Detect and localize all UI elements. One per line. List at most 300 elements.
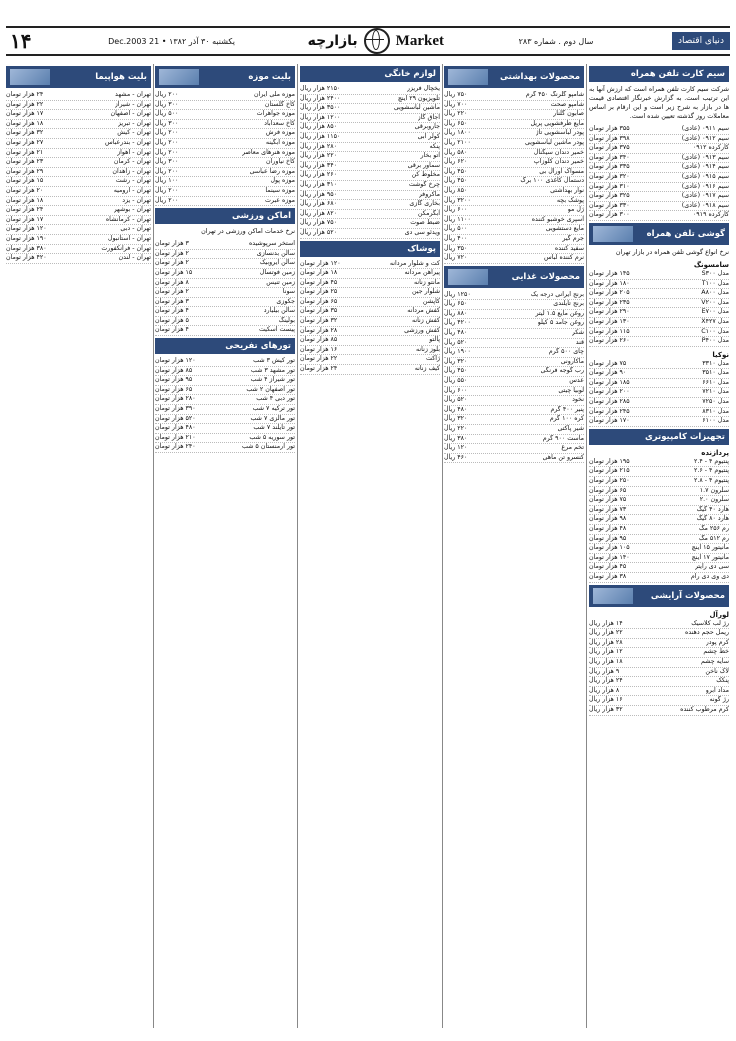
item-price: ۳۸۰ هزار تومان (6, 244, 47, 252)
item-price: ۲۴۰ هزار تومان (155, 443, 196, 451)
price-row (155, 434, 295, 444)
price-row (589, 648, 729, 658)
price-row (300, 288, 440, 298)
price-list-sport (155, 240, 295, 336)
item-name: تور کیش ۳ شب (253, 357, 295, 365)
item-name: تور تایلند ۷ شب (253, 424, 295, 432)
item-price: ۷۲۰ ریال (444, 254, 468, 262)
item-price: ۱۱۰۰ ریال (444, 215, 471, 223)
item-name: مدل C۱۰۰ (701, 327, 729, 335)
price-row (444, 129, 584, 139)
price-row (155, 197, 295, 207)
item-price: ۳۱۰ هزار ریال (300, 180, 338, 188)
item-name: جکوزی (276, 297, 295, 305)
item-name: سلرون ۱.۷ (699, 486, 729, 494)
item-price: ۳۳۵ هزار تومان (589, 163, 630, 171)
item-price: ۲ هزار تومان (155, 259, 189, 267)
item-price: ۶۰۰ ریال (444, 206, 468, 214)
item-name: مدل X۴۲۷ (701, 317, 729, 325)
item-name: کت و شلوار مردانه (389, 259, 440, 267)
price-row (589, 573, 729, 583)
section-masthead (308, 28, 444, 54)
price-row (6, 120, 151, 130)
item-price: ۳۱۰ هزار تومان (589, 182, 630, 190)
price-row (444, 177, 584, 187)
price-row (6, 158, 151, 168)
item-price: ۲۴ هزار تومان (6, 206, 44, 214)
item-price: ۳۲ هزار تومان (300, 317, 338, 325)
item-name: کرم مرطوب کننده (680, 705, 729, 713)
item-price: ۳ هزار تومان (155, 240, 189, 248)
item-name: رم ۵۱۲ مگ (698, 534, 729, 542)
item-name: تهران - زاهدان (112, 167, 151, 175)
price-row (444, 139, 584, 149)
item-price: ۲۸ هزار تومان (300, 326, 338, 334)
item-price: ۱۴۵ هزار تومان (589, 269, 630, 277)
item-price: ۵۲۰ ریال (444, 396, 468, 404)
price-row (589, 417, 729, 427)
item-price: ۱۷ هزار تومان (6, 110, 44, 118)
section-head-tours (155, 338, 295, 354)
price-row (300, 317, 440, 327)
item-name: موزه آبگینه (265, 138, 295, 146)
item-name: مدل ۸۳۱۰ (702, 407, 729, 415)
item-price: ۵ هزار تومان (155, 316, 189, 324)
item-name: تهران - مشهد (115, 91, 151, 98)
item-price: ۱۵ هزار تومان (155, 268, 193, 276)
price-row (6, 216, 151, 226)
price-row (300, 162, 440, 172)
item-name: سلرون ۲.۰ (699, 496, 729, 504)
item-name: موزه ملی ایران (253, 91, 295, 98)
item-price: ۱۷ هزار تومان (6, 215, 44, 223)
price-row (444, 91, 584, 101)
item-name: موزه سینما (265, 186, 295, 194)
item-price: ۳۲۰ هزار تومان (589, 172, 630, 180)
item-price: ۲۴ هزار تومان (300, 365, 338, 373)
price-row (444, 245, 584, 255)
item-name: تهران - بندرعباس (104, 138, 151, 146)
item-name: شیر پاکتی (557, 425, 584, 432)
price-row (444, 367, 584, 377)
item-name: مدل ۶۶۱۰ (702, 378, 729, 386)
item-name: چای ۵۰۰ گرم (548, 348, 584, 356)
item-name: پیست اسکیت (258, 326, 295, 334)
item-price: ۵۲۰ ریال (444, 338, 468, 346)
price-row (300, 229, 440, 239)
item-price: ۲۴۵ هزار تومان (589, 407, 630, 415)
item-price: ۲۰۰ هزار تومان (589, 388, 630, 396)
section-head-household (300, 66, 440, 82)
section-head-cosmetic (589, 585, 729, 607)
item-price: ۸۸۰ ریال (444, 309, 468, 317)
price-row (589, 506, 729, 516)
column-divider (153, 64, 154, 1028)
item-price: ۷۵ هزار تومان (589, 359, 627, 367)
section-intro: نرخ انواع گوشی تلفن همراه در بازار تهران (615, 247, 729, 256)
item-price: ۳۵۰ ریال (444, 244, 468, 252)
item-name: رب گوجه فرنگی (540, 367, 584, 375)
price-row (444, 310, 584, 320)
price-row (300, 269, 440, 279)
item-name: ماست ۹۰۰ گرم (542, 434, 584, 442)
item-name: کفش زنانه (411, 317, 440, 325)
item-name: پنکه (429, 142, 440, 150)
price-row (300, 171, 440, 181)
item-price: ۲۶۰ هزار ریال (300, 171, 338, 179)
price-list-household (300, 85, 440, 239)
price-row (444, 444, 584, 454)
item-price: ۲۴ هزار تومان (6, 91, 44, 98)
cosmetics-photo (593, 588, 633, 604)
section-title: محصولات بهداشتی (500, 72, 580, 82)
price-row (589, 308, 729, 318)
item-price: ۵۲۰ هزار تومان (155, 414, 196, 422)
item-price: ۱۸ هزار تومان (300, 269, 338, 277)
price-row (589, 280, 729, 290)
price-row (155, 405, 295, 415)
price-row (155, 168, 295, 178)
item-price: ۷۵۰ هزار ریال (300, 219, 338, 227)
item-price: ۱۸۵ هزار تومان (589, 378, 630, 386)
item-price: ۱۸۰۰ ریال (444, 129, 471, 137)
item-name: لاک ناخن (705, 667, 729, 675)
price-row (300, 114, 440, 124)
section-title: محصولات آرایشی (650, 590, 725, 601)
item-name: مدل ۶۱۰۰ (702, 417, 729, 425)
price-row (444, 377, 584, 387)
item-price: ۸۵۰ هزار ریال (300, 123, 338, 131)
price-row (155, 149, 295, 159)
item-name: مدل T۱۰۰ (701, 279, 729, 287)
item-name: کاخ سعدآباد (264, 119, 295, 127)
item-name: تهران - شیراز (114, 100, 151, 108)
item-price: ۳۸ هزار تومان (589, 572, 627, 580)
item-name: مدل V۲۰۰ (701, 298, 729, 306)
item-price: ۲۱۵ هزار تومان (589, 467, 630, 475)
item-name: سماور برقی (407, 161, 440, 169)
price-row (6, 235, 151, 245)
item-name: روغن جامد ۵ کیلو (537, 319, 584, 327)
item-price: ۲۲ هزار تومان (6, 100, 44, 108)
price-list-museum (155, 91, 295, 206)
item-price: ۴۰۰ ریال (444, 234, 468, 242)
price-row (155, 386, 295, 396)
price-row (300, 123, 440, 133)
item-name: تور ارمنستان ۵ شب (241, 443, 295, 451)
item-name: زمین فوتسال (259, 268, 295, 276)
item-name: سیم ۰۹۱۵ (عادی) (681, 172, 729, 180)
item-price: ۴۵ هزار تومان (589, 563, 627, 571)
item-price: ۳۲۵ هزار تومان (589, 192, 630, 200)
item-name: سیم ۰۹۱۷ (عادی) (681, 192, 729, 200)
item-name: کاخ نیاوران (265, 158, 295, 166)
price-row (444, 454, 584, 464)
item-name: بولینگ (278, 316, 295, 324)
price-row (444, 149, 584, 159)
item-name: شلوار جین (412, 288, 440, 296)
item-price: ۲۰ هزار تومان (6, 186, 44, 194)
category-subhead: پردازنده (701, 448, 729, 457)
museum-photo (159, 69, 199, 85)
section-title: پوشاک (407, 243, 436, 254)
item-price: ۷۵۰ ریال (444, 91, 468, 98)
price-row (444, 216, 584, 226)
price-row (300, 210, 440, 220)
item-name: صابون گلنار (553, 110, 584, 118)
price-list-sanitary (444, 91, 584, 264)
price-row (300, 336, 440, 346)
price-row (155, 250, 295, 260)
price-row (589, 183, 729, 193)
price-row (155, 240, 295, 250)
price-row (155, 288, 295, 298)
price-row (155, 269, 295, 279)
item-price: ۸ هزار تومان (155, 278, 189, 286)
item-price: ۷۵ هزار تومان (589, 496, 627, 504)
price-row (444, 358, 584, 368)
item-price: ۲۸۰ هزار ریال (300, 142, 338, 150)
item-price: ۱۰۵ هزار تومان (589, 544, 630, 552)
price-row (155, 415, 295, 425)
price-row (589, 398, 729, 408)
item-name: نخود (572, 396, 584, 404)
price-row (155, 158, 295, 168)
price-row (589, 620, 729, 630)
section-intro: نرخ خدمات اماکن ورزشی در تهران (201, 227, 295, 236)
item-name: سالن بدنسازی (256, 249, 295, 257)
item-price: ۲۹ هزار تومان (6, 167, 44, 175)
item-name: مدل E۷۰۰ (701, 308, 729, 316)
item-price: ۲۵ هزار تومان (300, 288, 338, 296)
item-name: ماکروفر (418, 190, 440, 198)
price-row (444, 120, 584, 130)
section-head-computer (589, 429, 729, 445)
item-price: ۶۵۰ ریال (444, 119, 468, 127)
price-row (155, 101, 295, 111)
item-price: ۴۸۰ ریال (444, 329, 468, 337)
item-price: ۴۵۰ ریال (444, 177, 468, 185)
price-row (444, 435, 584, 445)
item-price: ۸۵۰ ریال (444, 186, 468, 194)
item-price: ۳۲۰۰ ریال (444, 196, 471, 204)
item-price: ۶۵ هزار تومان (155, 385, 193, 393)
item-price: ۶۵ هزار تومان (300, 297, 338, 305)
section-title-en: Market (395, 32, 444, 49)
price-row (589, 477, 729, 487)
item-name: قند (575, 338, 584, 346)
price-row (589, 668, 729, 678)
price-row (155, 357, 295, 367)
item-price: ۲۰۵ هزار تومان (589, 289, 630, 297)
item-price: ۱۲ هزار ریال (589, 648, 623, 656)
item-name: مدل ۳۳۱۰ (702, 359, 729, 367)
price-row (444, 329, 584, 339)
price-row (589, 202, 729, 212)
price-row (155, 317, 295, 327)
item-name: کنسرو تن ماهی (542, 453, 584, 461)
item-price: ۹۸ هزار تومان (589, 515, 627, 523)
item-price: ۹۵ هزار تومان (155, 376, 193, 384)
section-title: بلیت موزه (248, 72, 291, 82)
price-row (444, 300, 584, 310)
item-price: ۵۲۰ هزار ریال (300, 228, 338, 236)
item-price: ۳۲۰ ریال (444, 357, 468, 365)
price-row (589, 318, 729, 328)
price-row (589, 388, 729, 398)
item-name: سیم ۰۹۱۴ (عادی) (681, 163, 729, 171)
item-name: دستمال کاغذی ۱۰۰ برگ (520, 177, 584, 185)
brand-subhead: لورآل (709, 610, 729, 619)
item-price: ۵۸۰ ریال (444, 148, 468, 156)
food-photo (448, 269, 488, 285)
item-price: ۱۵ هزار تومان (6, 177, 44, 185)
column-4 (155, 64, 295, 1028)
section-head-phone (589, 223, 729, 245)
item-name: خط چشم (703, 648, 729, 656)
price-row (155, 443, 295, 453)
item-name: مداد ابرو (705, 686, 729, 694)
item-price: ۱۸ هزار تومان (6, 196, 44, 204)
item-price: ۴۸۰ هزار تومان (155, 424, 196, 432)
column-divider (586, 64, 587, 1028)
item-name: پنتیوم ۴ - ۲.۸ (693, 477, 729, 485)
price-row (589, 360, 729, 370)
price-row (300, 355, 440, 365)
price-row (589, 515, 729, 525)
price-row (589, 696, 729, 706)
price-row (589, 289, 729, 299)
item-name: شکر (571, 329, 584, 337)
item-name: کرم پودر (705, 638, 729, 646)
item-name: چرخ گوشت (408, 180, 440, 188)
item-name: موزه فرش (265, 129, 295, 137)
price-row (300, 143, 440, 153)
item-name: ماشین لباسشویی (393, 104, 440, 112)
item-name: شامپو صحت (550, 100, 584, 108)
item-name: رم ۲۵۶ مگ (698, 525, 729, 532)
column-divider (297, 64, 298, 1028)
item-price: ۱۲۰۰ هزار ریال (300, 113, 341, 121)
price-row (300, 260, 440, 270)
item-price: ۱۲۰ هزار تومان (6, 225, 47, 233)
item-name: پنکک (716, 677, 729, 685)
price-row (444, 291, 584, 301)
item-name: لوبیا چیتی (558, 386, 584, 394)
item-price: ۱۹۵ هزار تومان (589, 457, 630, 465)
price-row (6, 91, 151, 101)
price-row (6, 187, 151, 197)
item-name: تهران - ارومیه (113, 186, 151, 194)
price-row (155, 129, 295, 139)
item-price: ۲۸۵ هزار تومان (589, 398, 630, 406)
airplane-photo (10, 69, 50, 85)
item-price: ۲۰۰ ریال (155, 196, 179, 204)
section-title: بلیت هواپیما (95, 72, 147, 82)
item-name: تور سوریه ۵ شب (249, 433, 295, 441)
column-1 (589, 64, 729, 1028)
price-row (300, 85, 440, 95)
item-name: اتو بخار (420, 152, 440, 160)
item-price: ۱۰۰ ریال (155, 177, 179, 185)
price-row (444, 415, 584, 425)
price-row (589, 379, 729, 389)
item-price: ۳۲ هزار تومان (6, 129, 44, 137)
price-row (300, 327, 440, 337)
price-row (589, 154, 729, 164)
item-price: ۱۶ هزار ریال (589, 696, 623, 704)
item-price: ۱۲۰ ریال (444, 444, 468, 452)
item-name: تخم مرغ (561, 444, 584, 452)
item-price: ۲۶۰ هزار تومان (589, 337, 630, 345)
item-name: خمیر دندان کلوزآپ (533, 158, 584, 166)
price-list-nokia (589, 360, 729, 427)
brand-subhead: سامسونگ (693, 260, 729, 269)
brand-subhead: نوکیا (712, 350, 729, 359)
price-row (589, 337, 729, 347)
price-row (589, 192, 729, 202)
item-price: ۲۲۰ ریال (444, 110, 468, 118)
item-name: کولر آبی (417, 132, 440, 140)
price-row (444, 101, 584, 111)
price-row (155, 367, 295, 377)
item-name: تهران - فرانکفورت (101, 244, 151, 252)
item-name: تهران - استانبول (107, 234, 151, 242)
newspaper-logo: دنیای اقتصاد (672, 32, 730, 50)
item-price: ۱۸ هزار ریال (589, 657, 623, 665)
item-price: ۷۰۰ ریال (444, 100, 468, 108)
item-name: شامپو گلرنگ ۴۵۰ گرم (525, 91, 584, 98)
price-row (589, 467, 729, 477)
item-price: ۸۵ هزار تومان (155, 366, 193, 374)
item-price: ۶۰۰ ریال (444, 386, 468, 394)
item-price: ۲۸۰ هزار تومان (155, 395, 196, 403)
item-name: نوار بهداشتی (550, 186, 584, 194)
item-price: ۲۵۰ هزار تومان (589, 477, 630, 485)
item-price: ۲۲۰ هزار ریال (300, 152, 338, 160)
price-row (155, 139, 295, 149)
item-name: سونا (282, 288, 295, 296)
price-row (444, 387, 584, 397)
item-price: ۱۴ هزار ریال (589, 619, 623, 627)
item-price: ۳۵۰۰ هزار ریال (300, 104, 341, 112)
item-price: ۴۵۰ ریال (444, 367, 468, 375)
item-name: دی وی دی رام (690, 572, 729, 580)
item-name: تلویزیون ۲۹ اینچ (397, 94, 440, 102)
item-name: مدل S۳۰۰ (701, 269, 729, 277)
item-name: اسپری خوشبو کننده (531, 215, 584, 223)
item-name: پیراهن مردانه (404, 269, 440, 277)
item-name: تور شیراز ۴ شب (250, 376, 295, 384)
price-row (589, 173, 729, 183)
item-name: مایع دستشویی (545, 225, 584, 233)
item-name: تهران - کرمانشاه (105, 215, 151, 223)
item-price: ۲۰۰ ریال (155, 91, 179, 98)
item-price: ۳۲ هزار ریال (589, 705, 623, 713)
item-name: تور ترکیه ۷ شب (252, 405, 295, 413)
item-name: سایه چشم (700, 657, 729, 665)
price-row (300, 95, 440, 105)
item-price: ۳۴۰ هزار ریال (300, 161, 338, 169)
price-row (155, 120, 295, 130)
item-name: نرم کننده لباس (544, 254, 584, 262)
item-name: سیم ۰۹۱۱ (عادی) (681, 125, 729, 132)
price-row (155, 279, 295, 289)
item-name: سیم ۰۹۱۶ (عادی) (681, 182, 729, 190)
price-row (589, 677, 729, 687)
price-row (589, 544, 729, 554)
item-price: ۲۳ هزار تومان (6, 158, 44, 166)
